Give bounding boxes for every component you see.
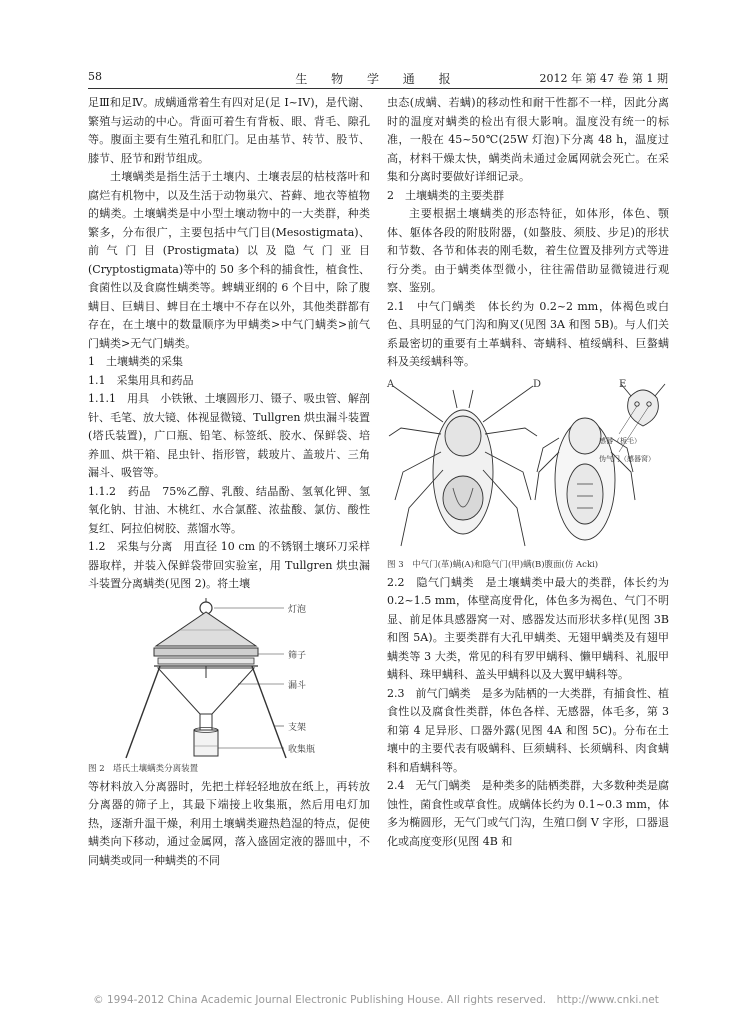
label-bottle: 收集瓶 <box>288 744 316 755</box>
figure-2-tullgren-apparatus <box>88 598 370 776</box>
heading-section-2: 2 土壤螨类的主要类群 <box>387 188 504 202</box>
label-funnel: 漏斗 <box>288 680 307 691</box>
left-column <box>88 94 370 870</box>
tullgren-apparatus-drawing <box>88 598 370 762</box>
label-stand: 支架 <box>288 722 307 733</box>
figure-3-panel-e: E <box>619 378 627 390</box>
paragraph-collection: 1.2 采集与分离 用直径 10 cm 的不锈钢土壤环刀采样器取样，并装入保鲜袋带回实验室，用 Tullgren 烘虫漏斗装置分离螨类(见图 2)。将土壤 <box>88 540 370 590</box>
paragraph-mesostigmata: 2.1 中气门螨类 体长约为 0.2~2 mm，体褐色或白色、具明显的气门沟和胸叉(见图 3A 和图 5B)。与人们关系最密切的重要有土革螨科、寄螨科、植绥螨科、巨螯螨科及美绥螨科等。 <box>387 299 669 368</box>
figure-2-caption: 图 2 塔氏土壤螨类分离装置 <box>88 763 199 774</box>
paragraph-tools: 1.1.1 用具 小铁锹、土壤圆形刀、镊子、吸虫管、解剖针、毛笔、放大镜、体视显微镜、Tullgren 烘虫漏斗装置(塔氏装置)，广口瓶、铅笔、标签纸、胶水、保鲜袋、培养皿、烘干箱、昆虫针、指形管，载玻片、盖玻片、三角漏斗、吸管等。 <box>88 392 370 479</box>
paragraph-legs: 足Ⅲ和足Ⅳ。成螨通常着生有四对足(足 I~IV)，是代谢、繁殖与运动的中心。背面可着生有背板、眼、背毛、隙孔等。腹面主要有生殖孔和肛门。足由基节、转节、股节、膝节、胫节和跗节组成。 <box>88 96 370 165</box>
paragraph-cryptostigmata: 2.2 隐气门螨类 是土壤螨类中最大的类群，体长约为 0.2~1.5 mm，体壁高度骨化，体色多为褐色、气门不明显、前足体具感器窝一对、感器发达而形状多样(见图 3B 和图 5A)。主要类群有大孔甲螨类、无翅甲螨类及有翅甲螨类等 3 大类，常见的科有罗甲螨科、懒甲螨科、礼服甲螨科、珠甲螨科、盖头甲螨科以及大翼甲螨科等。 <box>387 575 669 681</box>
label-sensillum: 感器（板毛） <box>599 436 641 445</box>
issue-info: 2012 年 第 47 卷 第 1 期 <box>539 72 668 85</box>
paragraph-prostigmata: 2.3 前气门螨类 是多为陆栖的一大类群，有捕食性、植食性以及腐食性类群，体色各样、无感器，体毛多，第 3 和第 4 足异形、口器外露(见图 4A 和图 5C)。分布在土壤中的主要代表有吸螨科、巨须螨科、长须螨科、肉食螨科和盾螨科等。 <box>387 686 669 774</box>
paragraph-soil-mites-intro: 土壤螨类是指生活于土壤内、土壤表层的枯枝落叶和腐烂有机物中，以及生活于动物巢穴、苔藓、地衣等植物的螨类。土壤螨类是中小型土壤动物中的一大类群，种类繁多，分布很广，主要包括中气门目(Mesostigmata)、前气门目(Prostigmata)以及隐气门亚目(Cryptostigmata)等中的 50 多个科的捕食性，植食性、食菌性以及食腐性螨类等。蜱螨亚纲的 6 个目中，除了腹螨目、巨螨目、蜱目在土壤中不存在以外，其他类群都有存在，在土壤中的数量顺序为甲螨类>中气门螨类>前气门螨类>无气门螨类。 <box>88 170 370 350</box>
figure-3-caption: 图 3 中气门(革)螨(A)和隐气门(甲)螨(B)腹面(仿 Acki) <box>387 559 599 570</box>
heading-section-1: 1 土壤螨类的采集 <box>88 355 183 368</box>
figure-3-panel-d: D <box>533 378 542 390</box>
label-lamp: 灯泡 <box>288 604 307 615</box>
heading-section-1-1: 1.1 采集用具和药品 <box>88 373 194 387</box>
figure-3-panel-a: A <box>387 378 395 390</box>
paragraph-astigmata: 2.4 无气门螨类 是种类多的陆栖类群，大多数种类是腐蚀性，菌食性或草食性。成螨体长约为 0.1~0.3 mm，体多为椭圆形，无气门或气门沟，生殖口倒 V 字形，口器退化或高度变形(见图 4B 和 <box>387 779 669 848</box>
paragraph-classification: 主要根据土壤螨类的形态特征，如体形，体色、颚体、躯体各段的附肢附器，(如螯肢、须肢、步足)的形状和节数、各节和体表的刚毛数，着生位置及排列方式等进行分类。由于螨类体型微小，往往需借助显微镜进行观察、鉴别。 <box>387 207 669 294</box>
right-column <box>387 94 669 851</box>
running-header <box>88 70 668 86</box>
mite-a-drawing <box>389 386 537 546</box>
paragraph-separation-process: 等材料放入分离器时，先把土样轻轻地放在纸上，再转放分离器的筛子上，其最下端接上收集瓶，然后用电灯加热，逐渐升温干燥，利用土壤螨类避热趋湿的特点，促使螨类向下移动，通过金属网，落入盛固定液的器皿中，不同螨类或同一种螨类的不同 <box>88 779 370 867</box>
paragraph-temperature: 虫态(成螨、若螨)的移动性和耐干性都不一样，因此分离时的温度对螨类的检出有很大影响。温度没有统一的标准，一般在 45~50℃(25W 灯泡)下分离 48 h，温度过高，材料干燥太快，螨类尚未通过金属网就会死亡。在采集和分离时要做好详细记录。 <box>387 96 669 183</box>
journal-title: 生 物 学 通 报 <box>295 72 461 86</box>
header-rule <box>88 88 668 89</box>
label-sieve: 筛子 <box>288 650 307 661</box>
copyright-footer: © 1994-2012 China Academic Journal Electronic Publishing House. All rights reserved. http://www.cnki.net <box>93 994 659 1006</box>
page-number: 58 <box>88 70 102 83</box>
paragraph-reagents: 1.1.2 药品 75%乙醇、乳酸、结晶酚、氢氧化钾、氢氧化钠、甘油、木桃红、水合氯醛、浓盐酸、氯仿、酸性复红、阿拉伯树胶、蒸馏水等。 <box>88 484 370 535</box>
label-pseudostigma: 伪气门（感器窝） <box>599 454 655 463</box>
figure-3-mite-ventral-views <box>387 376 669 572</box>
